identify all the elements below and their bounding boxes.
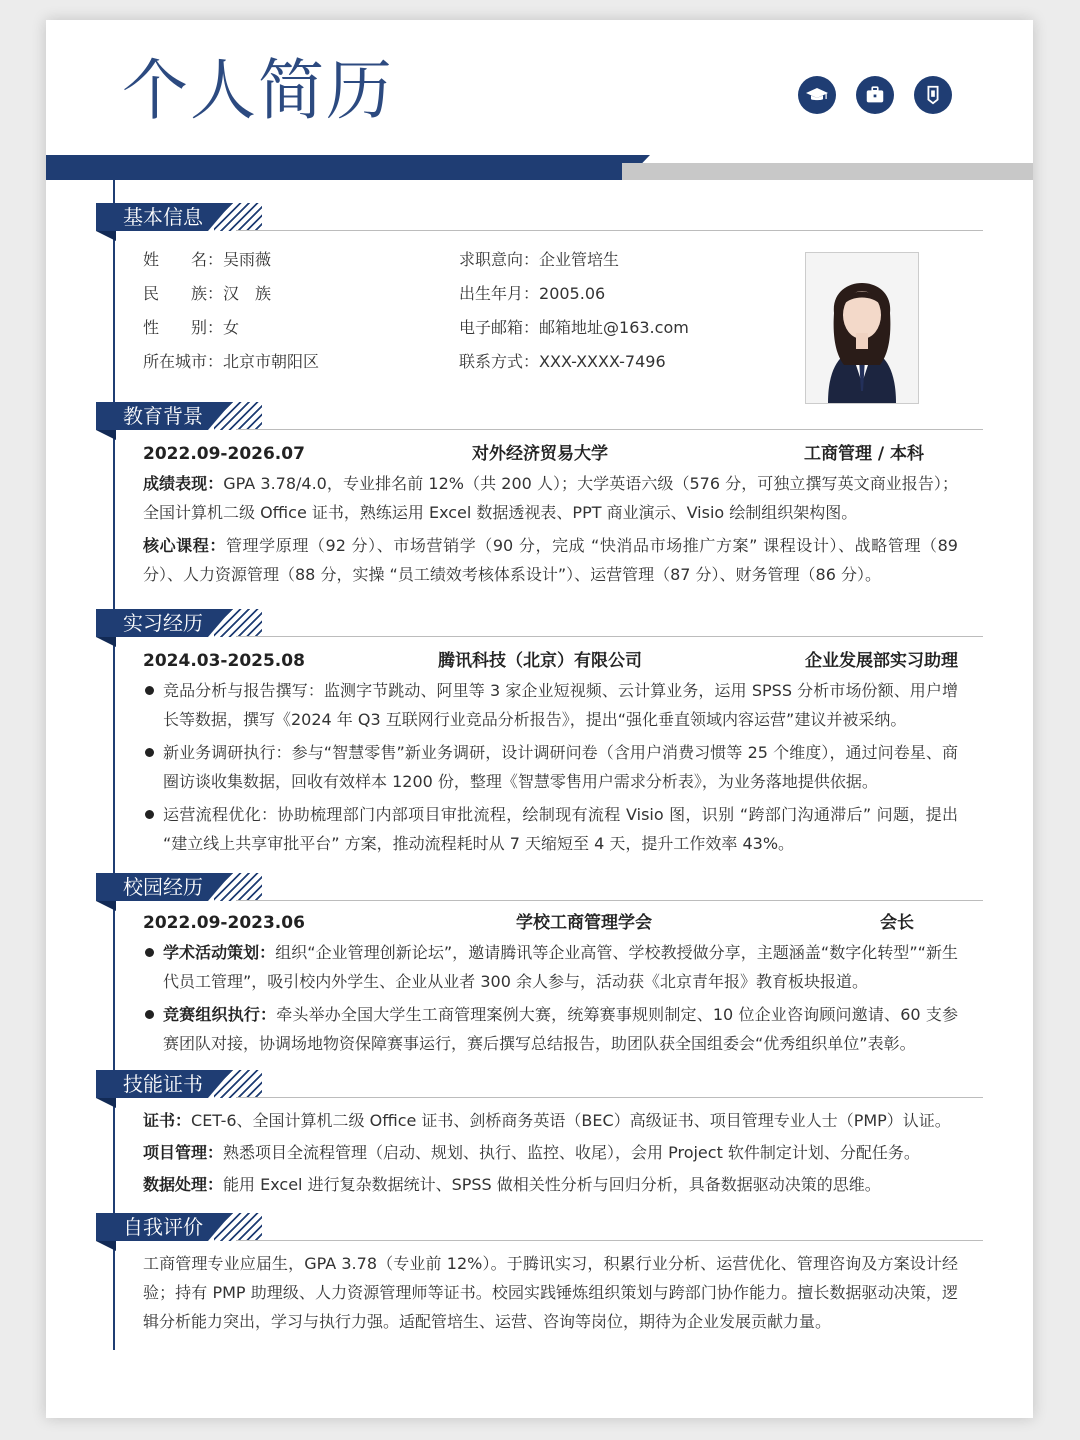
internship-company: 腾讯科技（北京）有限公司 xyxy=(438,651,642,671)
header-band-blue xyxy=(46,155,626,180)
profile-photo xyxy=(805,252,919,404)
section-stripes xyxy=(214,609,262,637)
ethnic-value: 汉 族 xyxy=(223,284,272,303)
phone-row: 联系方式：XXX-XXXX-7496 xyxy=(459,352,666,371)
section-header-skills xyxy=(96,1070,983,1106)
email-value: 邮箱地址@163.com xyxy=(539,318,689,337)
briefcase-icon xyxy=(856,76,894,114)
campus-role: 会长 xyxy=(880,913,914,933)
graduation-cap-icon xyxy=(798,76,836,114)
section-title-self: 自我评价 xyxy=(96,1213,208,1241)
campus-header-row xyxy=(143,909,958,937)
section-stripes xyxy=(214,203,262,231)
section-title-basic: 基本信息 xyxy=(96,203,208,231)
list-item: 运营流程优化：协助梳理部门内部项目审批流程，绘制现有流程 Visio 图，识别 “跨部门沟通滞后” 问题，提出 “建立线上共享审批平台” 方案，推动流程耗时从 7 天缩短至 4 天，提升工作效率 43%。 xyxy=(143,800,958,858)
list-item: 学术活动策划：组织“企业管理创新论坛”，邀请腾讯等企业高管、学校教授做分享，主题涵盖“数字化转型”“新生代员工管理”，吸引校内外学生、企业从业者 300 余人参与，活动获《北京青年报》教育板块报道。 xyxy=(143,938,958,996)
education-header-row xyxy=(143,440,958,468)
section-header-internship xyxy=(96,609,983,645)
email-row: 电子邮箱：邮箱地址@163.com xyxy=(459,318,689,337)
section-rule xyxy=(236,900,983,901)
section-stripes xyxy=(214,1213,262,1241)
section-rule xyxy=(236,429,983,430)
city-value: 北京市朝阳区 xyxy=(223,352,320,371)
self-evaluation: 工商管理专业应届生，GPA 3.78（专业前 12%）。于腾讯实习，积累行业分析、运营优化、管理咨询及方案设计经验；持有 PMP 助理级、人力资源管理师等证书。校园实践锤炼组织策划与跨部门协作能力。擅长数据驱动决策，逻辑分析能力突出，学习与执行力强。适配管培生、运营、咨询等岗位，期待为企业发展贡献力量。 xyxy=(143,1254,958,1331)
section-title-campus: 校园经历 xyxy=(96,873,208,901)
campus-date: 2022.09-2023.06 xyxy=(143,913,305,933)
internship-header-row xyxy=(143,647,958,675)
section-title-internship: 实习经历 xyxy=(96,609,208,637)
skills-cert: 证书：CET-6、全国计算机二级 Office 证书、剑桥商务英语（BEC）高级证书、项目管理专业人士（PMP）认证。 xyxy=(143,1111,951,1130)
list-item: 新业务调研执行：参与“智慧零售”新业务调研，设计调研问卷（含用户消费习惯等 25 个维度），通过问卷星、商圈访谈收集数据，回收有效样本 1200 份，整理《智慧零售用户需求分析表》，为业务落地提供依据。 xyxy=(143,738,958,796)
section-rule xyxy=(236,1097,983,1098)
section-header-education xyxy=(96,402,983,438)
gender-row: 性 别：女 xyxy=(143,318,240,337)
section-header-campus xyxy=(96,873,983,909)
list-item: 竞品分析与报告撰写：监测字节跳动、阿里等 3 家企业短视频、云计算业务，运用 SPSS 分析市场份额、用户增长等数据，撰写《2024 年 Q3 互联网行业竞品分析报告》，提出“强化垂直领域内容运营”建议并被采纳。 xyxy=(143,676,958,734)
section-rule xyxy=(236,1240,983,1241)
section-header-self xyxy=(96,1213,983,1249)
intent-row: 求职意向：企业管培生 xyxy=(459,250,620,269)
education-major: 工商管理 / 本科 xyxy=(803,444,924,464)
name-row: 姓 名：吴雨薇 xyxy=(143,250,272,269)
intent-value: 企业管培生 xyxy=(539,250,620,269)
section-stripes xyxy=(214,402,262,430)
list-item: 竞赛组织执行：牵头举办全国大学生工商管理案例大赛，统筹赛事规则制定、10 位企业咨询顾问邀请、60 支参赛团队对接，协调场地物资保障赛事运行，赛后撰写总结报告，助团队获全国组委会“优秀组织单位”表彰。 xyxy=(143,1000,958,1058)
document-icon xyxy=(914,76,952,114)
education-school: 对外经济贸易大学 xyxy=(472,444,608,464)
section-header-basic xyxy=(96,203,983,239)
header-band-gray xyxy=(622,163,1033,180)
resume-page xyxy=(46,20,1033,1418)
internship-date: 2024.03-2025.08 xyxy=(143,651,305,671)
page-title: 个人简历 xyxy=(122,52,394,129)
internship-role: 企业发展部实习助理 xyxy=(805,651,958,671)
education-grades: 成绩表现：GPA 3.78/4.0，专业排名前 12%（共 200 人）；大学英语六级（576 分，可独立撰写英文商业报告）；全国计算机二级 Office 证书，熟练运用 Excel 数据透视表、PPT 商业演示、Visio 绘制组织架构图。 xyxy=(143,474,958,522)
ethnic-row: 民 族：汉 族 xyxy=(143,284,272,303)
education-date: 2022.09-2026.07 xyxy=(143,444,305,464)
section-title-education: 教育背景 xyxy=(96,402,208,430)
name-value: 吴雨薇 xyxy=(223,250,272,269)
gender-value: 女 xyxy=(223,318,240,337)
header-icons xyxy=(798,76,952,114)
birth-row: 出生年月：2005.06 xyxy=(459,284,606,303)
section-title-skills: 技能证书 xyxy=(96,1070,208,1098)
birth-value: 2005.06 xyxy=(539,284,606,303)
campus-org: 学校工商管理学会 xyxy=(516,913,652,933)
phone-value: XXX-XXXX-7496 xyxy=(539,352,666,371)
education-courses: 核心课程：管理学原理（92 分）、市场营销学（90 分，完成 “快消品市场推广方案” 课程设计）、战略管理（89 分）、人力资源管理（88 分，实操 “员工绩效考核体系设计”）、运营管理（87 分）、财务管理（86 分）。 xyxy=(143,536,958,584)
section-rule xyxy=(236,636,983,637)
section-stripes xyxy=(214,873,262,901)
city-row: 所在城市：北京市朝阳区 xyxy=(143,352,320,371)
timeline-line xyxy=(113,180,115,1350)
section-stripes xyxy=(214,1070,262,1098)
skills-data: 数据处理：能用 Excel 进行复杂数据统计、SPSS 做相关性分析与回归分析，具备数据驱动决策的思维。 xyxy=(143,1175,881,1194)
skills-pm: 项目管理：熟悉项目全流程管理（启动、规划、执行、监控、收尾），会用 Project 软件制定计划、分配任务。 xyxy=(143,1143,920,1162)
section-rule xyxy=(236,230,983,231)
